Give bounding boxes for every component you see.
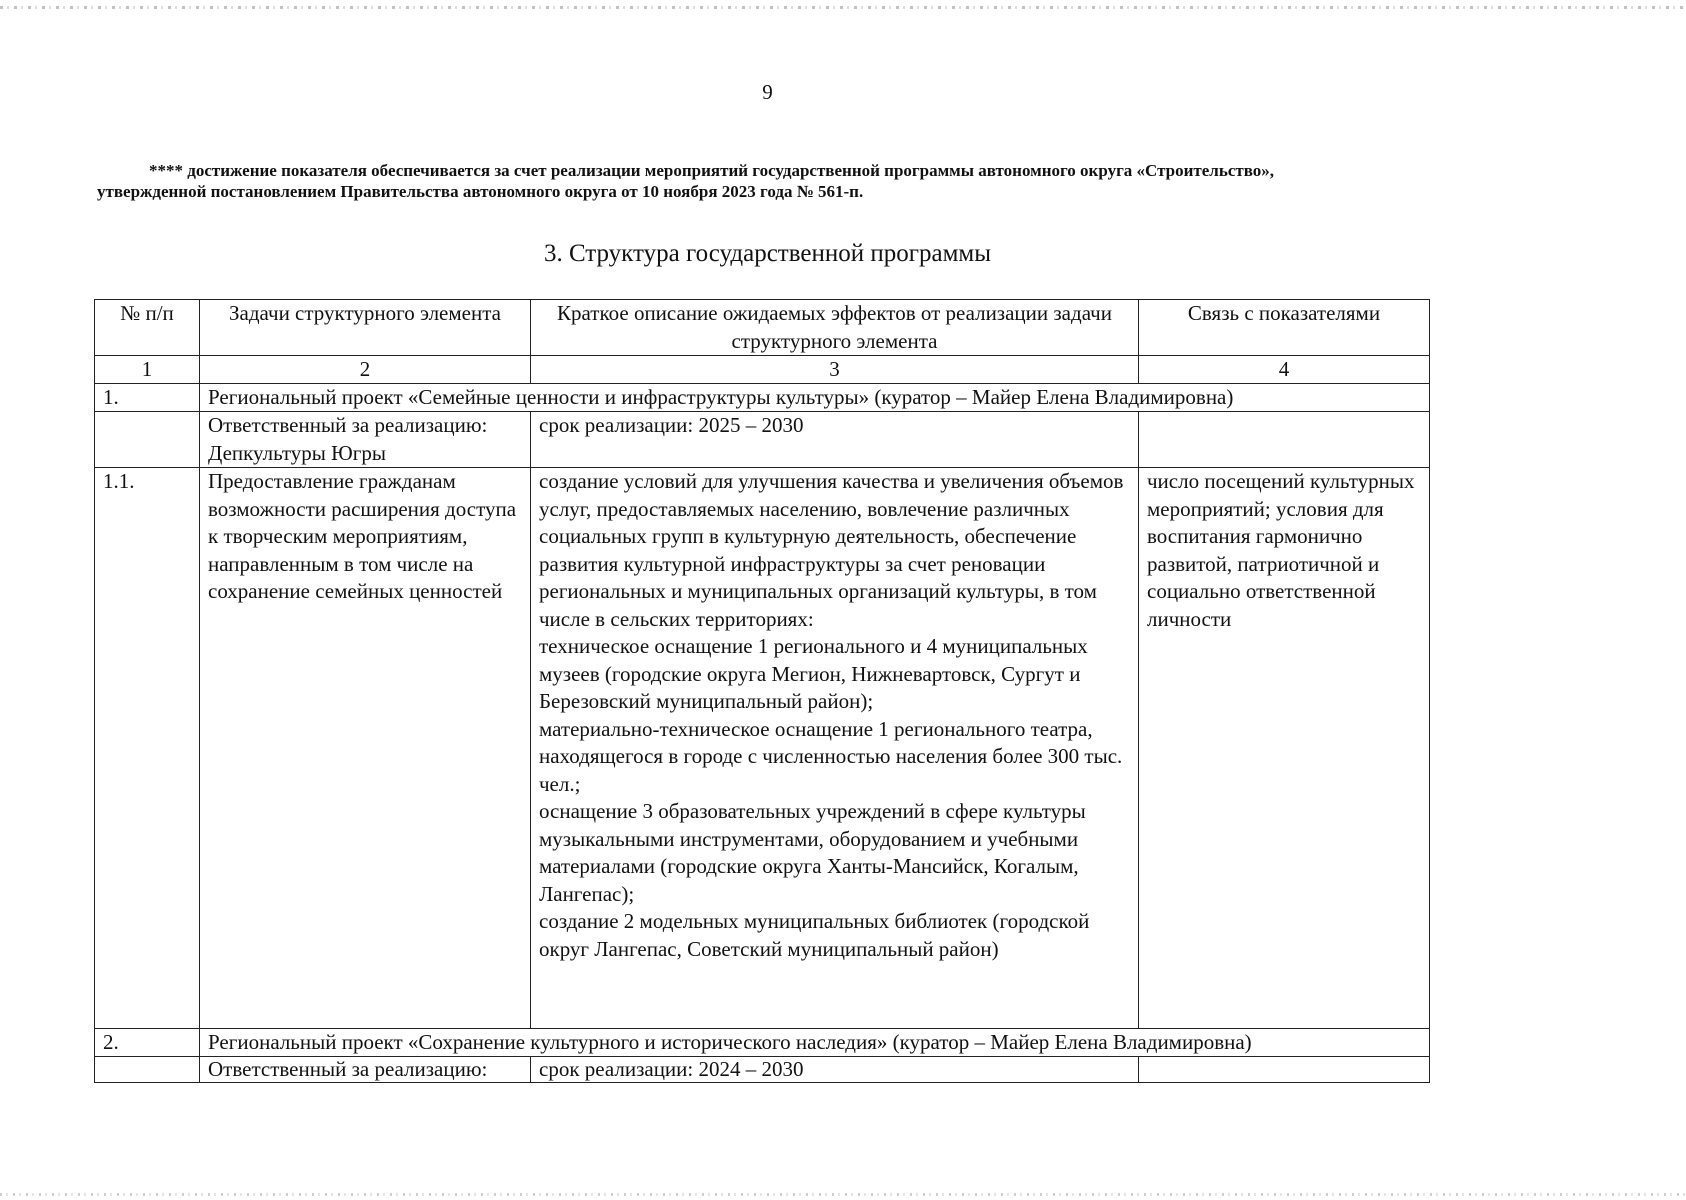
effect-item: техническое оснащение 1 регионального и 4 муниципальных музеев (городские округа Мегион, Нижневартовск, Сургут и Березовский муниципальный район);: [539, 634, 1088, 713]
section-title: 3. Структура государственной программы: [543, 240, 992, 267]
project-1-row: [95, 384, 1430, 412]
task-1-1-number: 1.1.: [95, 468, 200, 1029]
project-2-responsible: Ответственный за реализацию:: [200, 1057, 531, 1083]
header-cell-number: № п/п: [95, 300, 200, 356]
scan-edge-top: [0, 6, 1686, 9]
column-number-cell: 3: [531, 356, 1139, 384]
task-1-1-indicators: число посещений культурных мероприятий; условия для воспитания гармонично развитой, патриотичной и социально ответственной личности: [1139, 468, 1430, 1029]
project-2-responsible-row: [95, 1057, 1430, 1083]
empty-cell: [95, 1057, 200, 1083]
task-1-1-row: [95, 468, 1430, 1029]
effect-item: создание условий для улучшения качества и увеличения объемов услуг, предоставляемых населению, вовлечение различных социальных групп в культурную деятельность, обеспечение развития культурной инфраструктуры за счет реновации региональных и муниципальных организаций культуры, в том числе в сельских территориях:: [539, 469, 1124, 631]
column-number-cell: 1: [95, 356, 200, 384]
footnote-line-1: **** достижение показателя обеспечивается за счет реализации мероприятий государственной программы автономного округа «Строительство»,: [149, 161, 1275, 180]
header-cell-tasks: Задачи структурного элемента: [200, 300, 531, 356]
project-2-row: [95, 1029, 1430, 1057]
task-1-1-effects: [531, 468, 1139, 1029]
scan-edge-bottom: [0, 1193, 1686, 1196]
project-1-responsible: [200, 412, 531, 468]
project-1-title: Региональный проект «Семейные ценности и инфраструктуры культуры» (куратор – Майер Елена Владимировна): [200, 384, 1430, 412]
effect-item: материально-техническое оснащение 1 регионального театра, находящегося в городе с численностью населения более 300 тыс. чел.;: [539, 716, 1123, 796]
project-2-number: 2.: [95, 1029, 200, 1057]
effect-item: создание 2 модельных муниципальных библиотек (городской округ Лангепас, Советский муниципальный район): [539, 909, 1090, 961]
empty-cell: [1139, 412, 1430, 468]
column-number-row: [95, 356, 1430, 384]
empty-cell: [95, 412, 200, 468]
structure-table: [94, 299, 1430, 1083]
responsible-label: Ответственный за реализацию:: [208, 413, 488, 437]
responsible-value: Депкультуры Югры: [208, 440, 386, 465]
page-number: 9: [762, 80, 773, 104]
task-1-1-description: Предоставление гражданам возможности расширения доступа к творческим мероприятиям, направленным в том числе на сохранение семейных ценностей: [200, 468, 531, 1029]
project-1-responsible-row: [95, 412, 1430, 468]
project-1-term: срок реализации: 2025 – 2030: [531, 412, 1139, 468]
empty-cell: [1139, 1057, 1430, 1083]
header-cell-indicators: Связь с показателями: [1139, 300, 1430, 356]
effect-item: оснащение 3 образовательных учреждений в сфере культуры музыкальными инструментами, оборудованием и учебными материалами (городские округа Ханты-Мансийск, Когалым, Лангепас);: [539, 799, 1086, 906]
footnote-line-2: утвержденной постановлением Правительства автономного округа от 10 ноября 2023 года № 561-п.: [97, 182, 864, 201]
project-1-number: 1.: [95, 384, 200, 412]
column-number-cell: 2: [200, 356, 531, 384]
table-header-row: [95, 300, 1430, 356]
column-number-cell: 4: [1139, 356, 1430, 384]
project-2-title: Региональный проект «Сохранение культурного и исторического наследия» (куратор – Майер Елена Владимировна): [200, 1029, 1430, 1057]
header-cell-effects: Краткое описание ожидаемых эффектов от реализации задачи структурного элемента: [531, 300, 1139, 356]
project-2-term: срок реализации: 2024 – 2030: [531, 1057, 1139, 1083]
footnote: [97, 160, 1517, 202]
